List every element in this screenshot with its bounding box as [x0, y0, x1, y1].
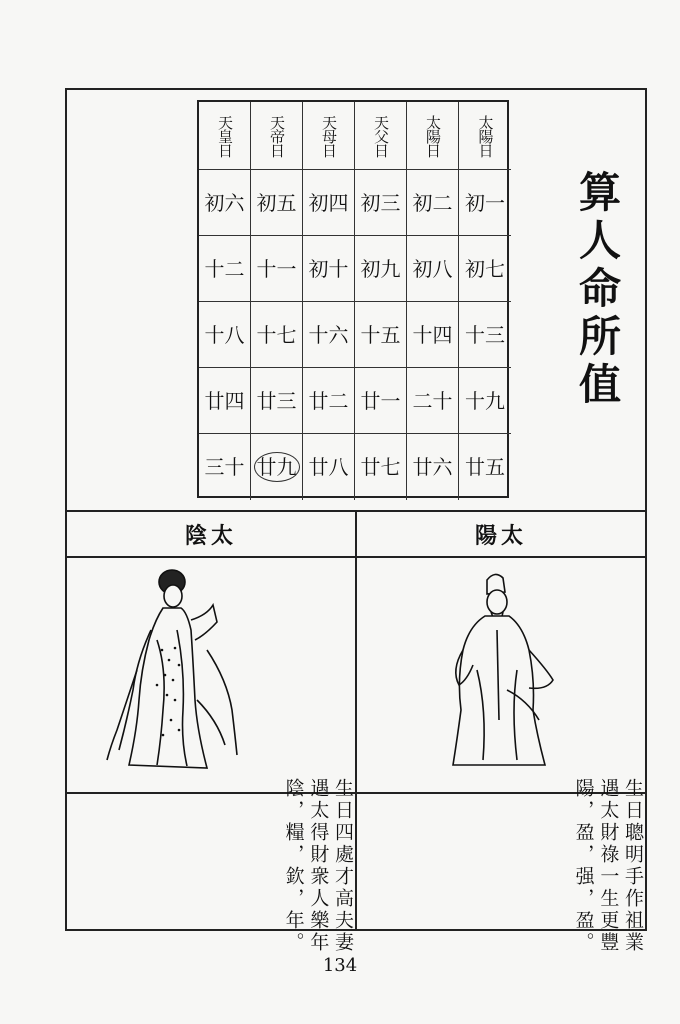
poem-line: 夫妻樂年年。	[282, 910, 354, 954]
day-label: 廿二	[308, 388, 349, 413]
day-label: 十四	[412, 322, 453, 347]
table-cell	[199, 302, 251, 368]
table-header-cell	[407, 102, 459, 170]
day-label: 十六	[308, 322, 349, 347]
day-label: 十一	[256, 256, 297, 281]
day-label: 初三	[360, 190, 401, 215]
table-cell	[199, 368, 251, 434]
header-label: 太陽日	[424, 114, 442, 157]
table-cell	[459, 236, 511, 302]
header-label: 太陽日	[476, 114, 495, 157]
man-illustration	[357, 560, 645, 790]
poem-line: 才高衆人欽，	[282, 866, 354, 910]
day-label: 廿四	[204, 388, 245, 413]
table-cell	[407, 170, 459, 236]
day-label: 初四	[308, 190, 349, 215]
day-label: 三十	[204, 455, 245, 479]
poem-line: 生日遇太陰，	[282, 778, 354, 822]
day-label: 十九	[465, 388, 505, 413]
day-label: 十五	[360, 322, 401, 347]
left-poem	[67, 778, 355, 954]
table-cell	[355, 302, 407, 368]
table-cell	[459, 368, 511, 434]
table-cell	[303, 236, 355, 302]
table-cell	[251, 434, 303, 500]
table-cell	[303, 170, 355, 236]
table-header-cell	[199, 102, 251, 170]
day-label: 初一	[465, 190, 505, 215]
day-table	[197, 100, 509, 498]
table-header-cell	[459, 102, 511, 170]
day-label: 廿五	[465, 455, 505, 479]
day-label: 初七	[465, 256, 505, 281]
table-header-cell	[355, 102, 407, 170]
table-cell	[459, 170, 511, 236]
header-label: 天父日	[372, 114, 390, 157]
poem-line: 祖業更豐盈。	[572, 910, 644, 954]
table-cell	[251, 170, 303, 236]
day-label: 初十	[308, 256, 349, 281]
day-label: 廿六	[412, 455, 453, 479]
table-cell	[199, 236, 251, 302]
table-cell	[407, 236, 459, 302]
header-label: 天皇日	[216, 114, 234, 157]
day-label: 初八	[412, 256, 453, 281]
page-title: 算人命所值	[573, 170, 622, 410]
left-panel-header: 陰太	[184, 523, 237, 549]
table-cell	[251, 236, 303, 302]
table-cell	[355, 368, 407, 434]
page-frame	[65, 88, 647, 954]
poem-line: 生日遇太陽，	[572, 778, 644, 822]
right-panel-header: 陽太	[474, 523, 527, 549]
table-cell	[407, 368, 459, 434]
table-cell	[251, 302, 303, 368]
woman-illustration	[67, 560, 355, 790]
day-label: 十二	[204, 256, 245, 281]
table-cell	[303, 368, 355, 434]
page-number: 134	[322, 955, 358, 976]
table-cell	[355, 170, 407, 236]
poem-line: 聰明財祿盈，	[572, 822, 644, 866]
table-header-cell	[303, 102, 355, 170]
day-label: 初五	[256, 190, 297, 215]
day-label: 十七	[256, 322, 297, 347]
day-label: 廿九	[254, 452, 300, 482]
table-cell	[459, 302, 511, 368]
table-cell	[355, 236, 407, 302]
table-cell	[303, 302, 355, 368]
header-label: 天母日	[320, 114, 338, 157]
day-label: 廿三	[256, 388, 297, 413]
table-cell	[407, 302, 459, 368]
day-label: 十三	[465, 322, 505, 347]
table-cell	[459, 434, 511, 500]
poem-line: 手作一生强，	[572, 866, 644, 910]
man-figure	[357, 560, 645, 790]
day-label: 十八	[204, 322, 245, 347]
day-label: 廿一	[360, 388, 401, 413]
day-label: 二十	[412, 388, 453, 413]
table-cell	[303, 434, 355, 500]
day-label: 廿七	[360, 455, 401, 479]
day-label: 初六	[204, 190, 245, 215]
right-poem	[357, 778, 645, 954]
poem-line: 四處得財糧，	[282, 822, 354, 866]
table-cell	[355, 434, 407, 500]
woman-figure	[67, 560, 355, 790]
table-cell	[199, 434, 251, 500]
table-header-cell	[251, 102, 303, 170]
table-cell	[407, 434, 459, 500]
header-label: 天帝日	[268, 114, 286, 157]
day-label: 初九	[360, 256, 401, 281]
table-cell	[251, 368, 303, 434]
table-cell	[199, 170, 251, 236]
top-section	[67, 90, 645, 510]
day-label: 初二	[412, 190, 453, 215]
day-label: 廿八	[308, 455, 349, 479]
